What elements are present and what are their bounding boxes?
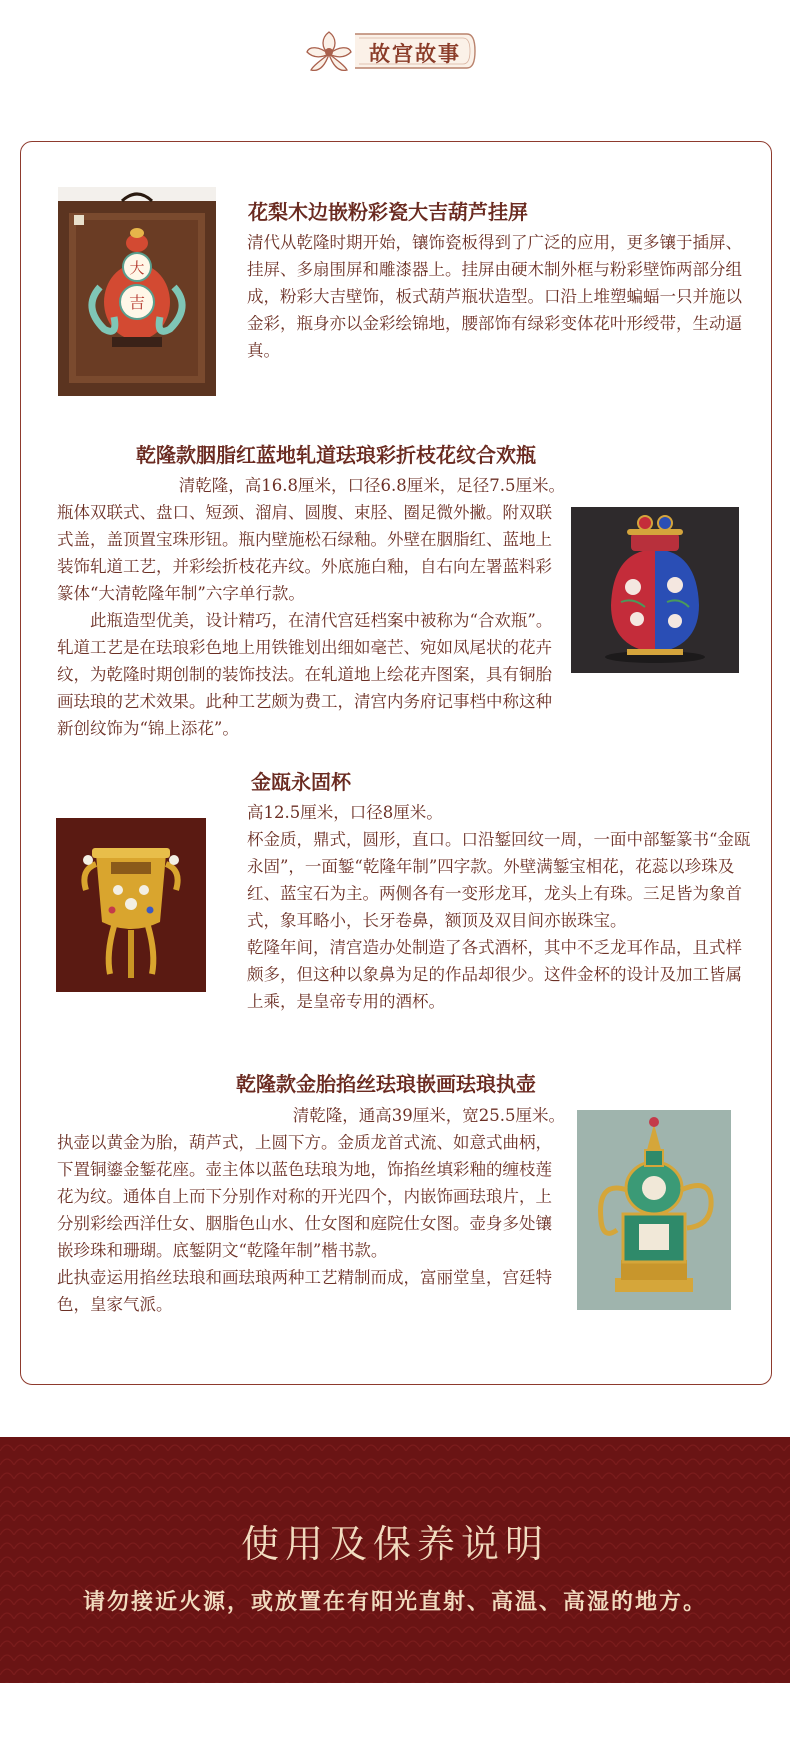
image-glyph-bottom: 吉: [128, 293, 146, 312]
item-2-paragraph: 瓶体双联式、盘口、短颈、溜肩、圆腹、束胫、圈足微外撇。附双联式盖，盖顶置宝珠形钮。瓶内壁施松石绿釉。外壁在胭脂红、蓝地上装饰轧道工艺，并彩绘折枝花卉纹。外底施白釉，自右向左署蓝料彩篆体“大清乾隆年制”六字单行款。: [57, 503, 552, 603]
badge-title: 故宫故事: [369, 41, 461, 66]
header-badge: [303, 28, 479, 74]
item-2-specs: 清乾隆，高16.8厘米，口径6.8厘米，足径7.5厘米。: [178, 476, 565, 495]
hanging-screen-image: [58, 187, 216, 396]
double-vase-image: [571, 507, 739, 673]
item-4-specs: 清乾隆，通高39厘米，宽25.5厘米。: [292, 1106, 565, 1125]
item-4-title: 乾隆款金胎掐丝珐琅嵌画珐琅执壶: [236, 1072, 536, 1096]
item-1-description: [247, 229, 757, 364]
gold-cup-image: [56, 818, 206, 992]
item-2-title: 乾隆款胭脂红蓝地轧道珐琅彩折枝花纹合欢瓶: [136, 443, 536, 467]
item-3-paragraph: 乾隆年间，清宫造办处制造了各式酒杯，其中不乏龙耳作品，且式样颇多，但这种以象鼻为足的作品却很少。这件金杯的设计及加工皆属上乘，是皇帝专用的酒杯。: [247, 938, 742, 1011]
item-3-description: [247, 799, 757, 1015]
care-banner: [0, 1437, 790, 1683]
gold-ewer-image: [577, 1110, 731, 1310]
item-1-title: 花梨木边嵌粉彩瓷大吉葫芦挂屏: [248, 200, 528, 224]
item-4-paragraph: 此执壶运用掐丝珐琅和画珐琅两种工艺精制而成，富丽堂皇，宫廷特色，皇家气派。: [57, 1268, 552, 1314]
care-note: 请勿接近火源，或放置在有阳光直射、高温、高湿的地方。: [82, 1589, 707, 1615]
item-2-description: [57, 472, 565, 742]
item-4-paragraph: 执壶以黄金为胎，葫芦式，上圆下方。金质龙首式流、如意式曲柄，下置铜鎏金錾花座。壶主体以蓝色珐琅为地，饰掐丝填彩釉的缠枝莲花为纹。通体自上而下分别作对称的开光四个，内嵌饰画珐琅片，上分别彩绘西洋仕女、胭脂色山水、仕女图和庭院仕女图。壶身多处镶嵌珍珠和珊瑚。底錾阴文“乾隆年制”楷书款。: [57, 1133, 552, 1260]
item-3-specs: 高12.5厘米，口径8厘米。: [247, 803, 443, 822]
image-glyph-top: 大: [129, 259, 145, 277]
item-1-paragraph: 清代从乾隆时期开始，镶饰瓷板得到了广泛的应用，更多镶于插屏、挂屏、多扇围屏和雕漆器上。挂屏由硬木制外框与粉彩壁饰两部分组成，粉彩大吉壁饰，板式葫芦瓶状造型。口沿上堆塑蝙蝠一只并施以金彩，瓶身亦以金彩绘锦地，腰部饰有绿彩变体花叶形绶带，生动逼真。: [247, 233, 742, 360]
item-2-paragraph: 此瓶造型优美，设计精巧，在清代宫廷档案中被称为“合欢瓶”。轧道工艺是在珐琅彩色地上用铁锥划出细如毫芒、宛如凤尾状的花卉纹，为乾隆时期创制的装饰技法。在轧道地上绘花卉图案，具有铜胎画珐琅的艺术效果。此种工艺颇为费工，清宫内务府记事档中称这种新创纹饰为“锦上添花”。: [57, 611, 553, 738]
item-3-title: 金瓯永固杯: [251, 770, 351, 794]
item-3-paragraph: 杯金质，鼎式，圆形，直口。口沿錾回纹一周，一面中部錾篆书“金瓯永固”，一面錾“乾隆年制”四字款。外壁满錾宝相花，花蕊以珍珠及红、蓝宝石为主。两侧各有一变形龙耳，龙头上有珠。三足皆为象首式，象耳略小，长牙卷鼻，额顶及双目间亦嵌珠宝。: [247, 830, 751, 930]
care-title: 使用及保养说明: [240, 1522, 549, 1566]
item-4-description: [57, 1102, 565, 1318]
stories-card: [20, 141, 772, 1385]
